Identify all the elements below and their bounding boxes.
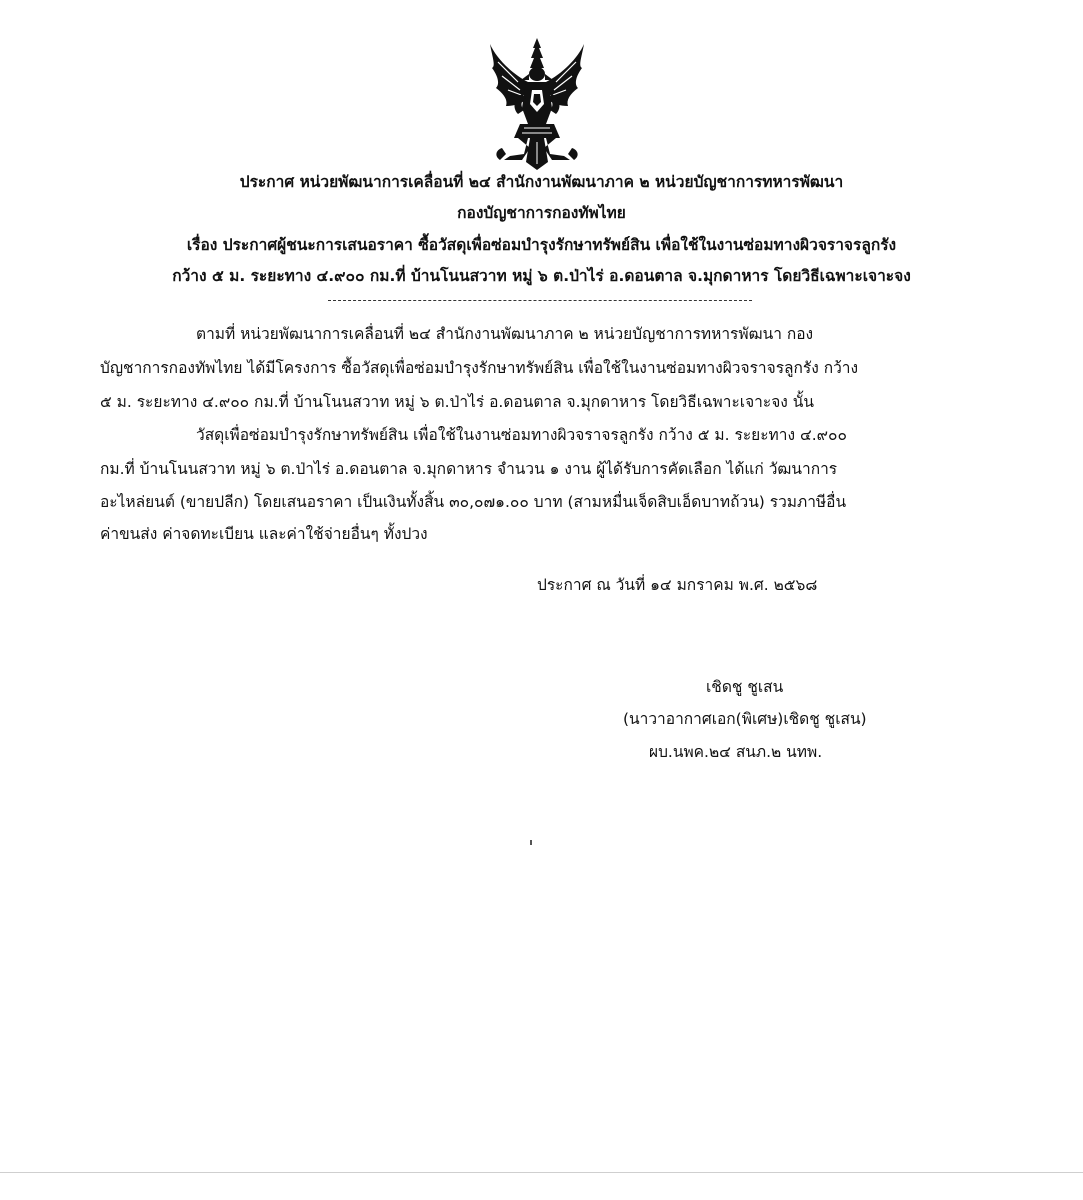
paragraph1-line-1: ตามที่ หน่วยพัฒนาการเคลื่อนที่ ๒๔ สำนักงานพัฒนาภาค ๒ หน่วยบัญชาการทหารพัฒนา กอง [196,325,814,343]
signature-position: ผบ.นพค.๒๔ สนภ.๒ นทพ. [649,743,823,761]
heading-line-1: ประกาศ หน่วยพัฒนาการเคลื่อนที่ ๒๔ สำนักงานพัฒนาภาค ๒ หน่วยบัญชาการทหารพัฒนา [239,173,844,191]
signature-name: เชิดชู ชูเสน [706,678,784,696]
paragraph2-line-2: กม.ที่ บ้านโนนสวาท หมู่ ๖ ต.ป่าไร่ อ.ดอนตาล จ.มุกดาหาร จำนวน ๑ งาน ผู้ได้รับการคัดเลือก ได้แก่ วัฒนาการ [100,460,838,478]
heading-subject-line-1: เรื่อง ประกาศผู้ชนะการเสนอราคา ซื้อวัสดุเพื่อซ่อมบำรุงรักษาทรัพย์สิน เพื่อใช้ในงานซ่อมทางผิวจราจรลูกรัง [186,236,897,254]
heading-line-2: กองบัญชาการกองทัพไทย [457,204,626,222]
dashed-divider [328,300,752,301]
paragraph2-line-4: ค่าขนส่ง ค่าจดทะเบียน และค่าใช้จ่ายอื่นๆ ทั้งปวง [100,525,428,543]
scan-speck [530,840,532,845]
paragraph2-line-3: อะไหล่ยนต์ (ขายปลีก) โดยเสนอราคา เป็นเงินทั้งสิ้น ๓๐,๐๗๑.๐๐ บาท (สามหมื่นเจ็ดสิบเอ็ดบาทถ้วน) รวมภาษีอื่น [100,493,847,511]
paragraph1-line-2: บัญชาการกองทัพไทย ได้มีโครงการ ซื้อวัสดุเพื่อซ่อมบำรุงรักษาทรัพย์สิน เพื่อใช้ในงานซ่อมทางผิวจราจรลูกรัง กว้าง [100,359,859,377]
scan-bottom-edge [0,1172,1083,1173]
signature-full-name: (นาวาอากาศเอก(พิเศษ)เชิดชู ชูเสน) [623,710,867,728]
paragraph1-line-3: ๕ ม. ระยะทาง ๔.๙๐๐ กม.ที่ บ้านโนนสวาท หมู่ ๖ ต.ป่าไร่ อ.ดอนตาล จ.มุกดาหาร โดยวิธีเฉพาะเจาะจง นั้น [100,393,814,411]
heading-subject-line-2: กว้าง ๕ ม. ระยะทาง ๔.๙๐๐ กม.ที่ บ้านโนนสวาท หมู่ ๖ ต.ป่าไร่ อ.ดอนตาล จ.มุกดาหาร โดยวิธีเฉพาะเจาะจง [172,267,911,285]
garuda-emblem [488,38,586,170]
announcement-date: ประกาศ ณ วันที่ ๑๔ มกราคม พ.ศ. ๒๕๖๘ [537,576,818,594]
paragraph2-line-1: วัสดุเพื่อซ่อมบำรุงรักษาทรัพย์สิน เพื่อใช้ในงานซ่อมทางผิวจราจรลูกรัง กว้าง ๕ ม. ระยะทาง ๔.๙๐๐ [196,426,847,444]
